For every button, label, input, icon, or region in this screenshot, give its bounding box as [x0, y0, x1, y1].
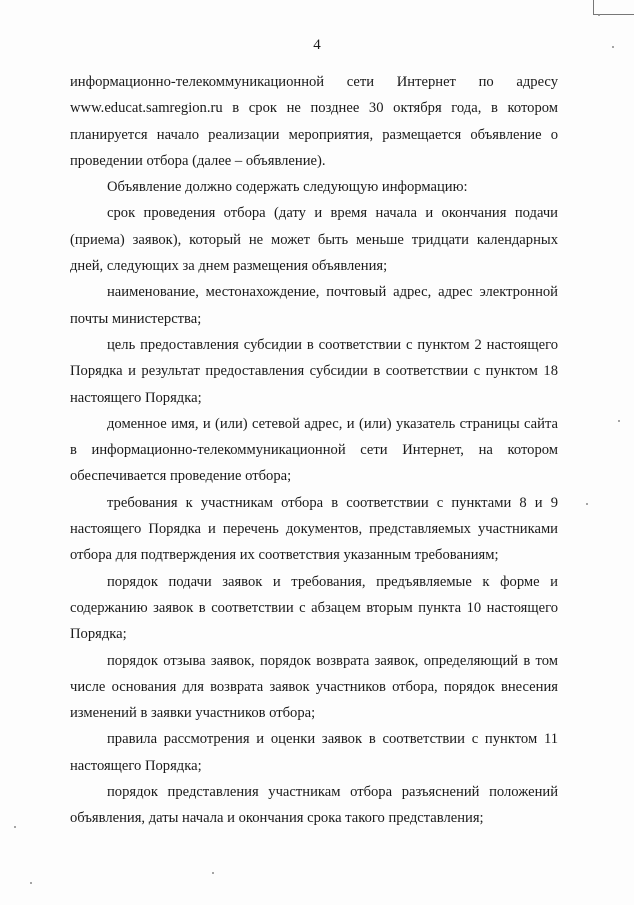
paragraph: порядок отзыва заявок, порядок возврата заявок, определяющий в том числе основания для возврата заявок участников отбора, порядок внесения изменений в заявки участников отбора; [70, 652, 558, 722]
paragraph: Объявление должно содержать следующую информацию: [107, 179, 468, 196]
paragraph: требования к участникам отбора в соответствии с пунктами 8 и 9 настоящего Порядка и перечень документов, представляемых участниками отбора для подтверждения их соответствия указанным требованиям; [70, 494, 558, 564]
paragraph: наименование, местонахождение, почтовый адрес, адрес электронной почты министерства; [70, 284, 558, 327]
scan-speck [586, 503, 588, 505]
paragraph: срок проведения отбора (дату и время начала и окончания подачи (приема) заявок), который не может быть меньше тридцати календарных дней, следующих за днем размещения объявления; [70, 205, 558, 275]
paragraph: правила рассмотрения и оценки заявок в соответствии с пунктом 11 настоящего Порядка; [70, 731, 558, 774]
paragraph: доменное имя, и (или) сетевой адрес, и (или) указатель страницы сайта в информационно-телекоммуникационной сети Интернет, на котором обеспечивается проведение отбора; [70, 415, 558, 485]
document-body [70, 69, 558, 832]
paragraph: порядок представления участникам отбора разъяснений положений объявления, даты начала и окончания срока такого представления; [70, 784, 558, 827]
page-number: 4 [313, 37, 321, 53]
scan-speck [14, 826, 16, 828]
paragraph: цель предоставления субсидии в соответствии с пунктом 2 настоящего Порядка и результат предоставления субсидии в соответствии с пунктом 18 настоящего Порядка; [70, 336, 558, 406]
paragraph: порядок подачи заявок и требования, предъявляемые к форме и содержанию заявок в соответствии с абзацем вторым пункта 10 настоящего Порядка; [70, 573, 558, 643]
scan-speck [598, 14, 600, 16]
scan-speck [212, 872, 214, 874]
scan-speck [618, 420, 620, 422]
scan-corner-mark [593, 0, 634, 15]
paragraph: информационно-телекоммуникационной сети Интернет по адресу www.educat.samregion.ru в срок не позднее 30 октября года, в котором планируется начало реализации мероприятия, размещается объявление о проведении отбора (далее – объявление). [70, 74, 558, 169]
scan-speck [30, 882, 32, 884]
scan-speck [612, 46, 614, 48]
